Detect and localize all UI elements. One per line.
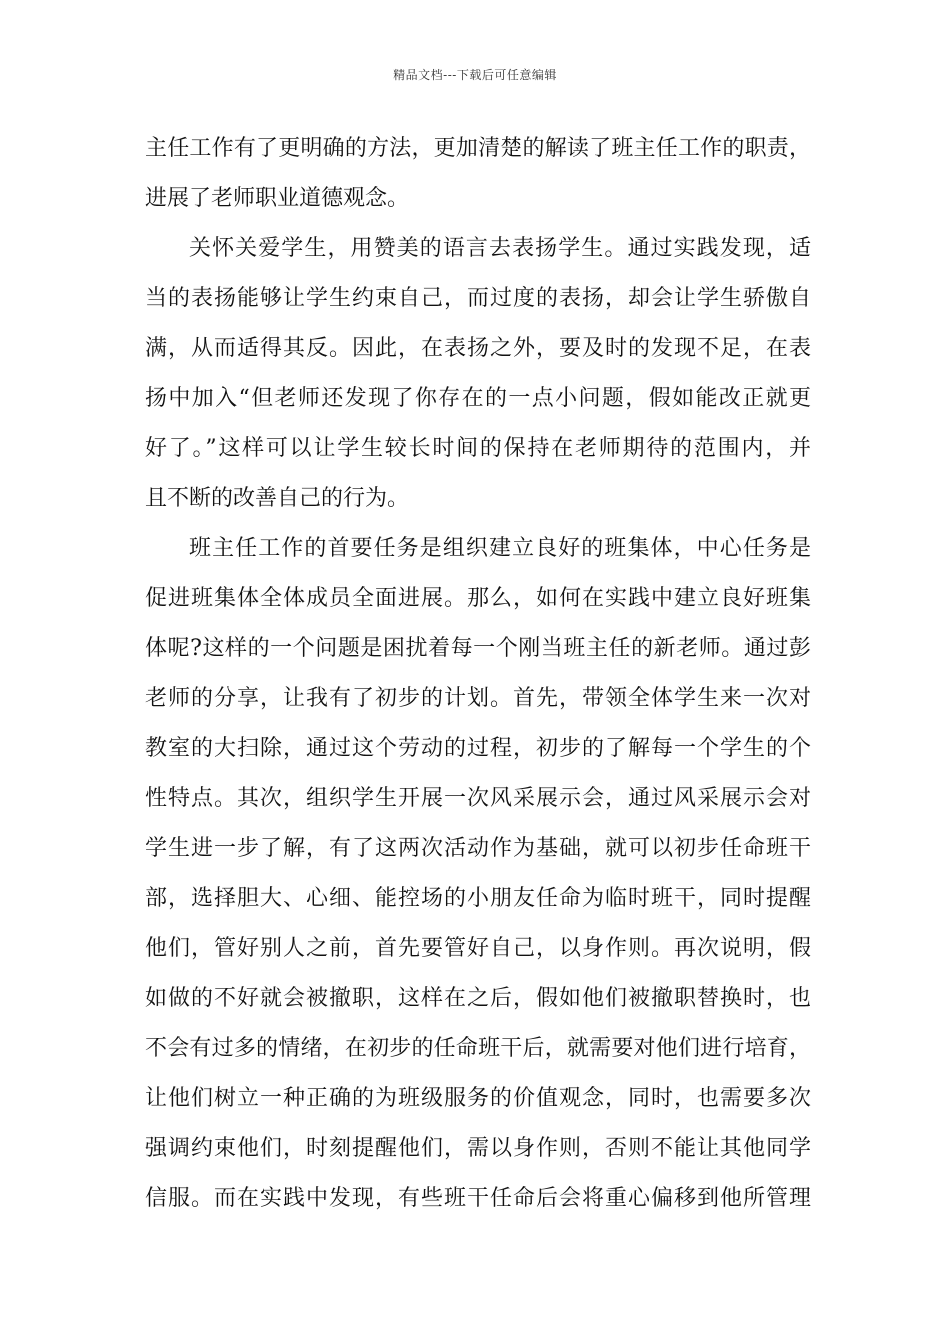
paragraph-line: 老师的分享，让我有了初步的计划。首先，带领全体学生来一次对 bbox=[145, 686, 811, 711]
paragraph-line: 学生进一步了解，有了这两次活动作为基础，就可以初步任命班干 bbox=[145, 836, 811, 861]
paragraph-line: 扬中加入“但老师还发现了你存在的一点小问题，假如能改正就更 bbox=[145, 386, 811, 411]
paragraph-2 bbox=[145, 224, 811, 524]
paragraph-line: 主任工作有了更明确的方法，更加清楚的解读了班主任工作的职责， bbox=[145, 136, 811, 161]
paragraph-1 bbox=[145, 124, 811, 224]
paragraph-line: 部，选择胆大、心细、能控场的小朋友任命为临时班干，同时提醒 bbox=[145, 886, 811, 911]
paragraph-line: 不会有过多的情绪，在初步的任命班干后，就需要对他们进行培育， bbox=[145, 1036, 811, 1061]
paragraph-line: 让他们树立一种正确的为班级服务的价值观念，同时，也需要多次 bbox=[145, 1086, 811, 1111]
paragraph-line: 关怀关爱学生，用赞美的语言去表扬学生。通过实践发现，适 bbox=[189, 236, 811, 261]
paragraph-line: 当的表扬能够让学生约束自己，而过度的表扬，却会让学生骄傲自 bbox=[145, 286, 811, 311]
document-body bbox=[145, 124, 811, 1224]
paragraph-line: 进展了老师职业道德观念。 bbox=[145, 186, 410, 211]
paragraph-line: 他们，管好别人之前，首先要管好自己，以身作则。再次说明，假 bbox=[145, 936, 811, 961]
page-header: 精品文档---下载后可任意编辑 bbox=[393, 68, 557, 82]
paragraph-line: 信服。而在实践中发现，有些班干任命后会将重心偏移到他所管理 bbox=[145, 1186, 811, 1211]
paragraph-line: 性特点。其次，组织学生开展一次风采展示会，通过风采展示会对 bbox=[145, 786, 811, 811]
paragraph-line: 促进班集体全体成员全面进展。那么，如何在实践中建立良好班集 bbox=[145, 586, 811, 611]
paragraph-line: 好了。”这样可以让学生较长时间的保持在老师期待的范围内，并 bbox=[145, 436, 811, 461]
paragraph-line: 且不断的改善自己的行为。 bbox=[145, 486, 410, 511]
paragraph-line: 教室的大扫除，通过这个劳动的过程，初步的了解每一个学生的个 bbox=[145, 736, 811, 761]
paragraph-line: 满，从而适得其反。因此，在表扬之外，要及时的发现不足，在表 bbox=[145, 336, 811, 361]
paragraph-3 bbox=[145, 524, 811, 1224]
paragraph-line: 班主任工作的首要任务是组织建立良好的班集体，中心任务是 bbox=[189, 536, 811, 561]
paragraph-line: 如做的不好就会被撤职，这样在之后，假如他们被撤职替换时，也 bbox=[145, 986, 811, 1011]
paragraph-line: 体呢?这样的一个问题是困扰着每一个刚当班主任的新老师。通过彭 bbox=[145, 636, 811, 661]
paragraph-line: 强调约束他们，时刻提醒他们，需以身作则，否则不能让其他同学 bbox=[145, 1136, 811, 1161]
